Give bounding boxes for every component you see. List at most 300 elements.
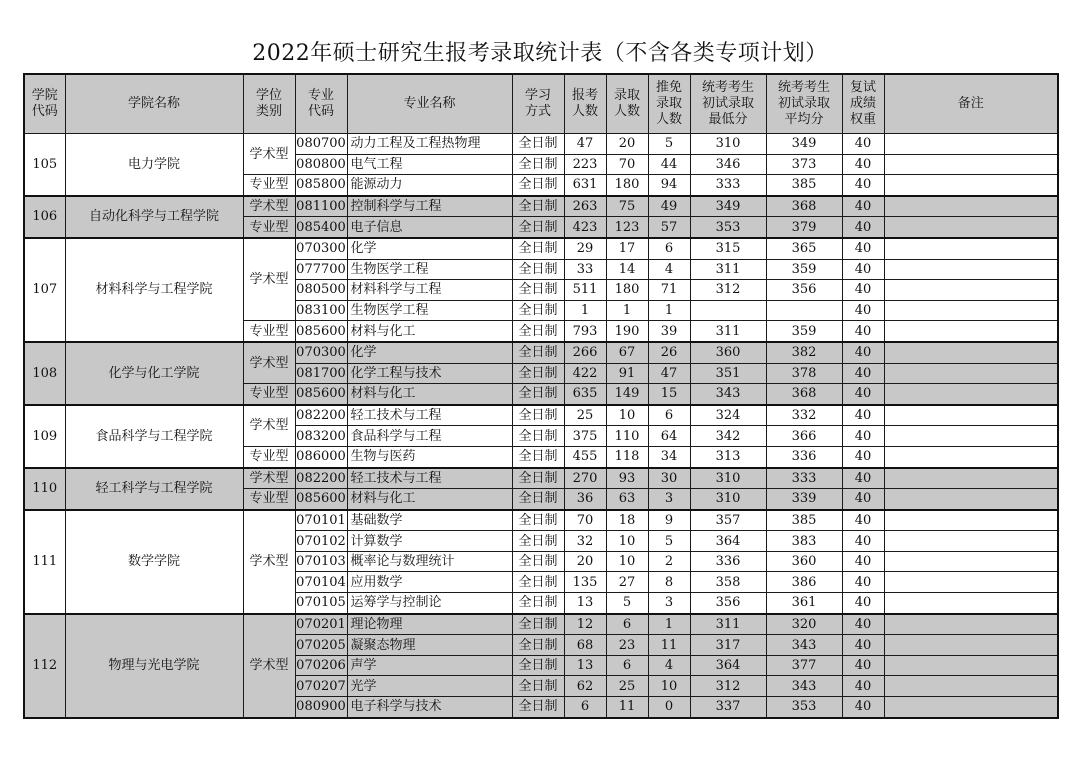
- major-name: 材料与化工: [347, 384, 512, 405]
- exempt-admitted-count: 26: [648, 342, 690, 363]
- exempt-admitted-count: 0: [648, 697, 690, 718]
- min-score: 310: [690, 134, 766, 155]
- retest-weight: 40: [842, 655, 884, 676]
- major-code: 070102: [295, 531, 347, 552]
- retest-weight: 40: [842, 342, 884, 363]
- major-name: 电子信息: [347, 217, 512, 238]
- retest-weight: 40: [842, 134, 884, 155]
- study-mode: 全日制: [512, 280, 564, 301]
- major-name: 凝聚态物理: [347, 635, 512, 656]
- applicants-count: 13: [564, 593, 606, 614]
- college-name: 电力学院: [65, 134, 243, 196]
- remarks-cell: [884, 384, 1058, 405]
- major-name: 理论物理: [347, 614, 512, 635]
- exempt-admitted-count: 2: [648, 551, 690, 572]
- min-score: 337: [690, 697, 766, 718]
- min-score: 351: [690, 363, 766, 384]
- applicants-count: 68: [564, 635, 606, 656]
- remarks-cell: [884, 134, 1058, 155]
- major-name: 基础数学: [347, 510, 512, 531]
- degree-type: 专业型: [243, 175, 295, 196]
- college-name: 物理与光电学院: [65, 614, 243, 718]
- header-exempt-admitted-line: 推免: [655, 80, 682, 95]
- header-major-code: [295, 74, 347, 134]
- degree-type: 专业型: [243, 321, 295, 342]
- major-code: 077700: [295, 259, 347, 280]
- retest-weight: 40: [842, 635, 884, 656]
- retest-weight: 40: [842, 614, 884, 635]
- applicants-count: 135: [564, 572, 606, 593]
- header-avg-score: [766, 74, 842, 134]
- avg-score: 361: [766, 593, 842, 614]
- retest-weight: 40: [842, 259, 884, 280]
- major-code: 080900: [295, 697, 347, 718]
- admitted-count: 5: [606, 593, 648, 614]
- min-score: 317: [690, 635, 766, 656]
- admitted-count: 180: [606, 175, 648, 196]
- major-code: 070201: [295, 614, 347, 635]
- remarks-cell: [884, 593, 1058, 614]
- header-applicants-line: 人数: [571, 104, 598, 119]
- retest-weight: 40: [842, 363, 884, 384]
- major-name: 声学: [347, 655, 512, 676]
- min-score: 364: [690, 655, 766, 676]
- admitted-count: 20: [606, 134, 648, 155]
- avg-score: 366: [766, 426, 842, 447]
- applicants-count: 631: [564, 175, 606, 196]
- major-name: 应用数学: [347, 572, 512, 593]
- remarks-cell: [884, 300, 1058, 321]
- applicants-count: 270: [564, 468, 606, 489]
- exempt-admitted-count: 3: [648, 593, 690, 614]
- college-code: 106: [24, 196, 65, 238]
- applicants-count: 29: [564, 238, 606, 259]
- study-mode: 全日制: [512, 676, 564, 697]
- remarks-cell: [884, 259, 1058, 280]
- college-code: 112: [24, 614, 65, 718]
- study-mode: 全日制: [512, 489, 564, 510]
- major-code: 070205: [295, 635, 347, 656]
- min-score: 311: [690, 614, 766, 635]
- remarks-cell: [884, 321, 1058, 342]
- major-code: 086000: [295, 446, 347, 467]
- remarks-cell: [884, 614, 1058, 635]
- study-mode: 全日制: [512, 468, 564, 489]
- major-name: 生物医学工程: [347, 300, 512, 321]
- degree-type: 专业型: [243, 489, 295, 510]
- exempt-admitted-count: 30: [648, 468, 690, 489]
- exempt-admitted-count: 47: [648, 363, 690, 384]
- header-retest-weight: [842, 74, 884, 134]
- admitted-count: 25: [606, 676, 648, 697]
- admitted-count: 93: [606, 468, 648, 489]
- degree-type: 学术型: [243, 614, 295, 718]
- study-mode: 全日制: [512, 154, 564, 175]
- avg-score: 343: [766, 676, 842, 697]
- applicants-count: 33: [564, 259, 606, 280]
- exempt-admitted-count: 9: [648, 510, 690, 531]
- header-major-name-line: 专业名称: [403, 96, 456, 111]
- header-admitted: [606, 74, 648, 134]
- header-degree-type: [243, 74, 295, 134]
- major-name: 化学: [347, 342, 512, 363]
- admitted-count: 118: [606, 446, 648, 467]
- major-name: 材料与化工: [347, 489, 512, 510]
- retest-weight: 40: [842, 280, 884, 301]
- page-title: 2022年硕士研究生报考录取统计表（不含各类专项计划）: [252, 41, 828, 66]
- avg-score: 386: [766, 572, 842, 593]
- min-score: 312: [690, 280, 766, 301]
- header-college-code-line: 代码: [31, 104, 58, 119]
- remarks-cell: [884, 697, 1058, 718]
- admitted-count: 27: [606, 572, 648, 593]
- study-mode: 全日制: [512, 259, 564, 280]
- remarks-cell: [884, 446, 1058, 467]
- major-name: 化学: [347, 238, 512, 259]
- table-row: [24, 510, 1058, 531]
- exempt-admitted-count: 8: [648, 572, 690, 593]
- header-min-score-line: 统考考生: [701, 80, 754, 95]
- applicants-count: 635: [564, 384, 606, 405]
- study-mode: 全日制: [512, 426, 564, 447]
- min-score: 353: [690, 217, 766, 238]
- table-row: [24, 238, 1058, 259]
- admitted-count: 10: [606, 551, 648, 572]
- degree-type: 学术型: [243, 134, 295, 175]
- major-name: 材料科学与工程: [347, 280, 512, 301]
- applicants-count: 1: [564, 300, 606, 321]
- header-applicants: [564, 74, 606, 134]
- remarks-cell: [884, 426, 1058, 447]
- college-code: 105: [24, 134, 65, 196]
- header-study-mode-line: 方式: [524, 104, 551, 119]
- admission-table: [23, 73, 1059, 719]
- retest-weight: 40: [842, 489, 884, 510]
- applicants-count: 422: [564, 363, 606, 384]
- college-name: 轻工科学与工程学院: [65, 468, 243, 510]
- avg-score: 332: [766, 405, 842, 426]
- header-min-score-line: 初试录取: [701, 96, 754, 111]
- admitted-count: 18: [606, 510, 648, 531]
- min-score: 310: [690, 489, 766, 510]
- retest-weight: 40: [842, 593, 884, 614]
- study-mode: 全日制: [512, 196, 564, 217]
- major-code: 085800: [295, 175, 347, 196]
- degree-type: 学术型: [243, 196, 295, 217]
- retest-weight: 40: [842, 217, 884, 238]
- remarks-cell: [884, 676, 1058, 697]
- min-score: 312: [690, 676, 766, 697]
- header-exempt-admitted-line: 人数: [655, 112, 682, 127]
- admitted-count: 14: [606, 259, 648, 280]
- min-score: 311: [690, 259, 766, 280]
- study-mode: 全日制: [512, 321, 564, 342]
- college-code: 111: [24, 510, 65, 614]
- min-score: 311: [690, 321, 766, 342]
- admitted-count: 63: [606, 489, 648, 510]
- avg-score: 333: [766, 468, 842, 489]
- study-mode: 全日制: [512, 134, 564, 155]
- retest-weight: 40: [842, 510, 884, 531]
- major-code: 085600: [295, 489, 347, 510]
- retest-weight: 40: [842, 676, 884, 697]
- avg-score: 385: [766, 510, 842, 531]
- major-code: 070105: [295, 593, 347, 614]
- exempt-admitted-count: 44: [648, 154, 690, 175]
- admitted-count: 10: [606, 405, 648, 426]
- header-degree-type-line: 学位: [255, 88, 282, 103]
- header-degree-type-line: 类别: [255, 104, 282, 119]
- major-name: 轻工技术与工程: [347, 468, 512, 489]
- college-code: 109: [24, 405, 65, 468]
- applicants-count: 266: [564, 342, 606, 363]
- degree-type: 学术型: [243, 238, 295, 321]
- major-name: 轻工技术与工程: [347, 405, 512, 426]
- study-mode: 全日制: [512, 238, 564, 259]
- major-name: 概率论与数理统计: [347, 551, 512, 572]
- exempt-admitted-count: 15: [648, 384, 690, 405]
- college-code: 107: [24, 238, 65, 342]
- min-score: 310: [690, 468, 766, 489]
- admitted-count: 6: [606, 655, 648, 676]
- retest-weight: 40: [842, 384, 884, 405]
- avg-score: 356: [766, 280, 842, 301]
- table-row: [24, 134, 1058, 155]
- study-mode: 全日制: [512, 635, 564, 656]
- study-mode: 全日制: [512, 300, 564, 321]
- table-row: [24, 468, 1058, 489]
- header-min-score: [690, 74, 766, 134]
- applicants-count: 25: [564, 405, 606, 426]
- retest-weight: 40: [842, 405, 884, 426]
- applicants-count: 13: [564, 655, 606, 676]
- applicants-count: 423: [564, 217, 606, 238]
- study-mode: 全日制: [512, 446, 564, 467]
- major-code: 070300: [295, 342, 347, 363]
- major-code: 070104: [295, 572, 347, 593]
- exempt-admitted-count: 39: [648, 321, 690, 342]
- header-remarks: [884, 74, 1058, 134]
- major-code: 085600: [295, 384, 347, 405]
- avg-score: 343: [766, 635, 842, 656]
- remarks-cell: [884, 280, 1058, 301]
- major-code: 080500: [295, 280, 347, 301]
- applicants-count: 70: [564, 510, 606, 531]
- applicants-count: 32: [564, 531, 606, 552]
- applicants-count: 20: [564, 551, 606, 572]
- applicants-count: 455: [564, 446, 606, 467]
- header-college-name: [65, 74, 243, 134]
- retest-weight: 40: [842, 697, 884, 718]
- retest-weight: 40: [842, 446, 884, 467]
- major-code: 070101: [295, 510, 347, 531]
- header-min-score-line: 最低分: [708, 112, 748, 127]
- remarks-cell: [884, 551, 1058, 572]
- header-college-code-line: 学院: [31, 88, 58, 103]
- admitted-count: 23: [606, 635, 648, 656]
- avg-score: 359: [766, 259, 842, 280]
- header-study-mode-line: 学习: [524, 88, 551, 103]
- college-name: 食品科学与工程学院: [65, 405, 243, 468]
- admitted-count: 190: [606, 321, 648, 342]
- major-name: 电气工程: [347, 154, 512, 175]
- min-score: 333: [690, 175, 766, 196]
- major-code: 081100: [295, 196, 347, 217]
- admitted-count: 1: [606, 300, 648, 321]
- avg-score: 373: [766, 154, 842, 175]
- admitted-count: 10: [606, 531, 648, 552]
- avg-score: 320: [766, 614, 842, 635]
- study-mode: 全日制: [512, 531, 564, 552]
- avg-score: 379: [766, 217, 842, 238]
- degree-type: 学术型: [243, 510, 295, 614]
- degree-type: 学术型: [243, 342, 295, 384]
- study-mode: 全日制: [512, 697, 564, 718]
- degree-type: 专业型: [243, 446, 295, 467]
- remarks-cell: [884, 217, 1058, 238]
- degree-type: 专业型: [243, 384, 295, 405]
- study-mode: 全日制: [512, 614, 564, 635]
- avg-score: 385: [766, 175, 842, 196]
- applicants-count: 36: [564, 489, 606, 510]
- admitted-count: 149: [606, 384, 648, 405]
- remarks-cell: [884, 238, 1058, 259]
- exempt-admitted-count: 6: [648, 238, 690, 259]
- college-name: 化学与化工学院: [65, 342, 243, 405]
- admitted-count: 6: [606, 614, 648, 635]
- major-code: 080800: [295, 154, 347, 175]
- exempt-admitted-count: 71: [648, 280, 690, 301]
- avg-score: 378: [766, 363, 842, 384]
- min-score: [690, 300, 766, 321]
- retest-weight: 40: [842, 238, 884, 259]
- min-score: 358: [690, 572, 766, 593]
- avg-score: [766, 300, 842, 321]
- table-row: [24, 342, 1058, 363]
- remarks-cell: [884, 635, 1058, 656]
- study-mode: 全日制: [512, 510, 564, 531]
- table-row: [24, 196, 1058, 217]
- min-score: 336: [690, 551, 766, 572]
- exempt-admitted-count: 4: [648, 655, 690, 676]
- avg-score: 365: [766, 238, 842, 259]
- major-name: 生物医学工程: [347, 259, 512, 280]
- retest-weight: 40: [842, 154, 884, 175]
- header-avg-score-line: 平均分: [784, 112, 824, 127]
- min-score: 324: [690, 405, 766, 426]
- college-name: 材料科学与工程学院: [65, 238, 243, 342]
- table-body: [24, 134, 1058, 718]
- retest-weight: 40: [842, 572, 884, 593]
- avg-score: 336: [766, 446, 842, 467]
- applicants-count: 511: [564, 280, 606, 301]
- major-name: 能源动力: [347, 175, 512, 196]
- major-name: 电子科学与技术: [347, 697, 512, 718]
- applicants-count: 263: [564, 196, 606, 217]
- exempt-admitted-count: 1: [648, 614, 690, 635]
- min-score: 313: [690, 446, 766, 467]
- admitted-count: 110: [606, 426, 648, 447]
- remarks-cell: [884, 154, 1058, 175]
- remarks-cell: [884, 572, 1058, 593]
- exempt-admitted-count: 6: [648, 405, 690, 426]
- major-code: 083200: [295, 426, 347, 447]
- header-applicants-line: 报考: [571, 88, 598, 103]
- college-code: 110: [24, 468, 65, 510]
- header-exempt-admitted: [648, 74, 690, 134]
- exempt-admitted-count: 3: [648, 489, 690, 510]
- header-retest-weight-line: 复试: [849, 80, 876, 95]
- remarks-cell: [884, 468, 1058, 489]
- degree-type: 专业型: [243, 217, 295, 238]
- major-code: 070207: [295, 676, 347, 697]
- header-exempt-admitted-line: 录取: [655, 96, 682, 111]
- exempt-admitted-count: 49: [648, 196, 690, 217]
- header-college-code: [24, 74, 65, 134]
- major-code: 070103: [295, 551, 347, 572]
- retest-weight: 40: [842, 321, 884, 342]
- applicants-count: 12: [564, 614, 606, 635]
- admitted-count: 75: [606, 196, 648, 217]
- remarks-cell: [884, 175, 1058, 196]
- avg-score: 368: [766, 196, 842, 217]
- major-name: 动力工程及工程热物理: [347, 134, 512, 155]
- header-retest-weight-line: 权重: [849, 112, 876, 127]
- study-mode: 全日制: [512, 593, 564, 614]
- study-mode: 全日制: [512, 551, 564, 572]
- remarks-cell: [884, 342, 1058, 363]
- study-mode: 全日制: [512, 342, 564, 363]
- study-mode: 全日制: [512, 384, 564, 405]
- admitted-count: 123: [606, 217, 648, 238]
- major-name: 光学: [347, 676, 512, 697]
- avg-score: 349: [766, 134, 842, 155]
- major-code: 070206: [295, 655, 347, 676]
- college-code: 108: [24, 342, 65, 405]
- admitted-count: 11: [606, 697, 648, 718]
- major-name: 材料与化工: [347, 321, 512, 342]
- retest-weight: 40: [842, 175, 884, 196]
- header-major-name: [347, 74, 512, 134]
- study-mode: 全日制: [512, 363, 564, 384]
- admitted-count: 91: [606, 363, 648, 384]
- avg-score: 377: [766, 655, 842, 676]
- avg-score: 383: [766, 531, 842, 552]
- study-mode: 全日制: [512, 175, 564, 196]
- study-mode: 全日制: [512, 217, 564, 238]
- exempt-admitted-count: 64: [648, 426, 690, 447]
- major-name: 控制科学与工程: [347, 196, 512, 217]
- avg-score: 360: [766, 551, 842, 572]
- retest-weight: 40: [842, 531, 884, 552]
- min-score: 346: [690, 154, 766, 175]
- degree-type: 学术型: [243, 468, 295, 489]
- admitted-count: 67: [606, 342, 648, 363]
- exempt-admitted-count: 4: [648, 259, 690, 280]
- major-code: 083100: [295, 300, 347, 321]
- min-score: 356: [690, 593, 766, 614]
- remarks-cell: [884, 363, 1058, 384]
- major-code: 082200: [295, 405, 347, 426]
- header-major-code-line: 专业: [307, 88, 334, 103]
- applicants-count: 223: [564, 154, 606, 175]
- retest-weight: 40: [842, 426, 884, 447]
- exempt-admitted-count: 57: [648, 217, 690, 238]
- header-remarks-line: 备注: [957, 96, 984, 111]
- avg-score: 382: [766, 342, 842, 363]
- retest-weight: 40: [842, 300, 884, 321]
- study-mode: 全日制: [512, 572, 564, 593]
